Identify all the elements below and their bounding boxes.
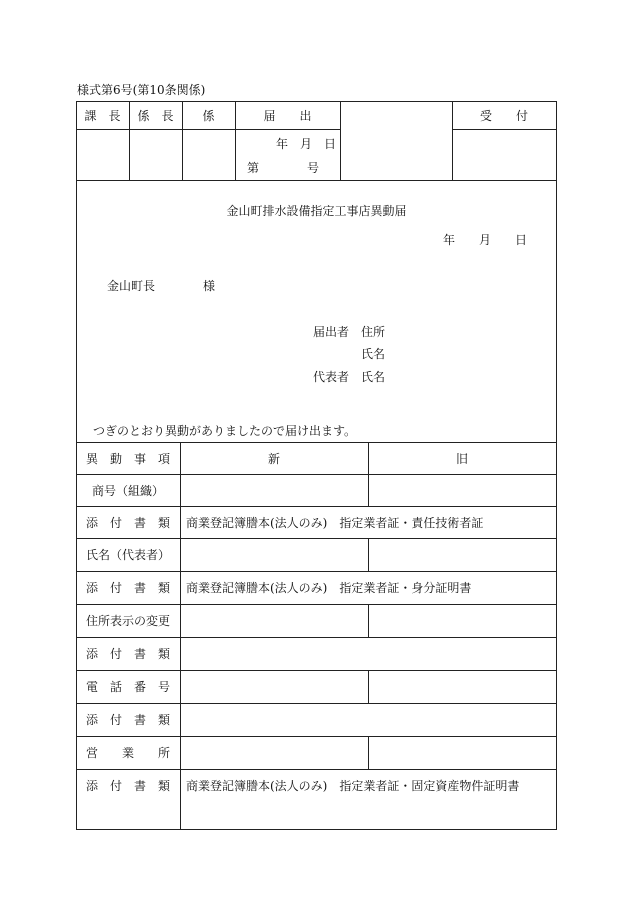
representative-name-label: 氏名 <box>361 370 386 384</box>
table-top <box>76 442 557 443</box>
row-label-attachments: 添 付 書 類 <box>85 516 170 530</box>
notification-date: 年 月 日 <box>276 137 337 151</box>
table-col-label <box>180 442 181 830</box>
subsection-chief-label: 係 長 <box>137 109 174 123</box>
row-label-phone: 電 話 番 号 <box>85 680 170 694</box>
row-label-attachments: 添 付 書 類 <box>85 581 170 595</box>
row-label-trade-name: 商号（組織） <box>91 484 164 498</box>
row-label-representative: 氏名（代表者） <box>85 548 170 562</box>
column-header-old: 旧 <box>455 452 468 466</box>
form-number: 様式第6号(第10条関係) <box>77 83 206 97</box>
receipt-label: 受 付 <box>479 109 528 123</box>
notification-number: 第 号 <box>247 161 320 175</box>
frame-bottom <box>76 829 557 830</box>
attachments-content-office: 商業登記簿謄本(法人のみ) 指定業者証・固定資産物件証明書 <box>186 779 520 793</box>
document-title: 金山町排水設備指定工事店異動届 <box>226 204 407 218</box>
column-header-item: 異 動 事 項 <box>85 452 170 466</box>
statement: つぎのとおり異動がありましたので届け出ます。 <box>93 424 357 438</box>
row-label-attachments: 添 付 書 類 <box>85 713 170 727</box>
column-header-new: 新 <box>267 452 280 466</box>
table-line-4 <box>76 571 557 572</box>
table-line-8 <box>76 703 557 704</box>
address-label: 住所 <box>361 325 386 339</box>
addressee: 金山町長 様 <box>107 279 216 293</box>
notification-label: 届 出 <box>263 109 312 123</box>
table-line-6 <box>76 637 557 638</box>
representative-label: 代表者 <box>313 370 350 384</box>
table-line-9 <box>76 736 557 737</box>
row-label-attachments: 添 付 書 類 <box>85 779 170 793</box>
table-col-new-old-5 <box>368 736 369 769</box>
header-col-4 <box>340 101 341 181</box>
submission-date: 年 月 日 <box>443 233 528 247</box>
table-col-new-old-4 <box>368 670 369 703</box>
attachments-content-trade-name: 商業登記簿謄本(法人のみ) 指定業者証・責任技術者証 <box>186 516 484 530</box>
table-line-1 <box>76 474 557 475</box>
header-divider-right <box>452 129 556 130</box>
table-col-new-old-2 <box>368 538 369 571</box>
table-col-new-old-3 <box>368 604 369 637</box>
section-chief-label: 課 長 <box>84 109 121 123</box>
table-line-2 <box>76 506 557 507</box>
row-label-address-change: 住所表示の変更 <box>85 614 170 628</box>
header-bottom <box>76 180 557 181</box>
table-line-7 <box>76 670 557 671</box>
frame-top <box>76 101 557 102</box>
row-label-attachments: 添 付 書 類 <box>85 647 170 661</box>
staff-label: 係 <box>202 109 215 123</box>
table-line-3 <box>76 538 557 539</box>
table-line-10 <box>76 769 557 770</box>
header-divider-left <box>76 129 340 130</box>
name-label: 氏名 <box>361 347 386 361</box>
table-line-5 <box>76 604 557 605</box>
notifier-label: 届出者 <box>313 325 350 339</box>
attachments-content-representative: 商業登記簿謄本(法人のみ) 指定業者証・身分証明書 <box>186 581 472 595</box>
row-label-office: 営 業 所 <box>85 746 170 760</box>
